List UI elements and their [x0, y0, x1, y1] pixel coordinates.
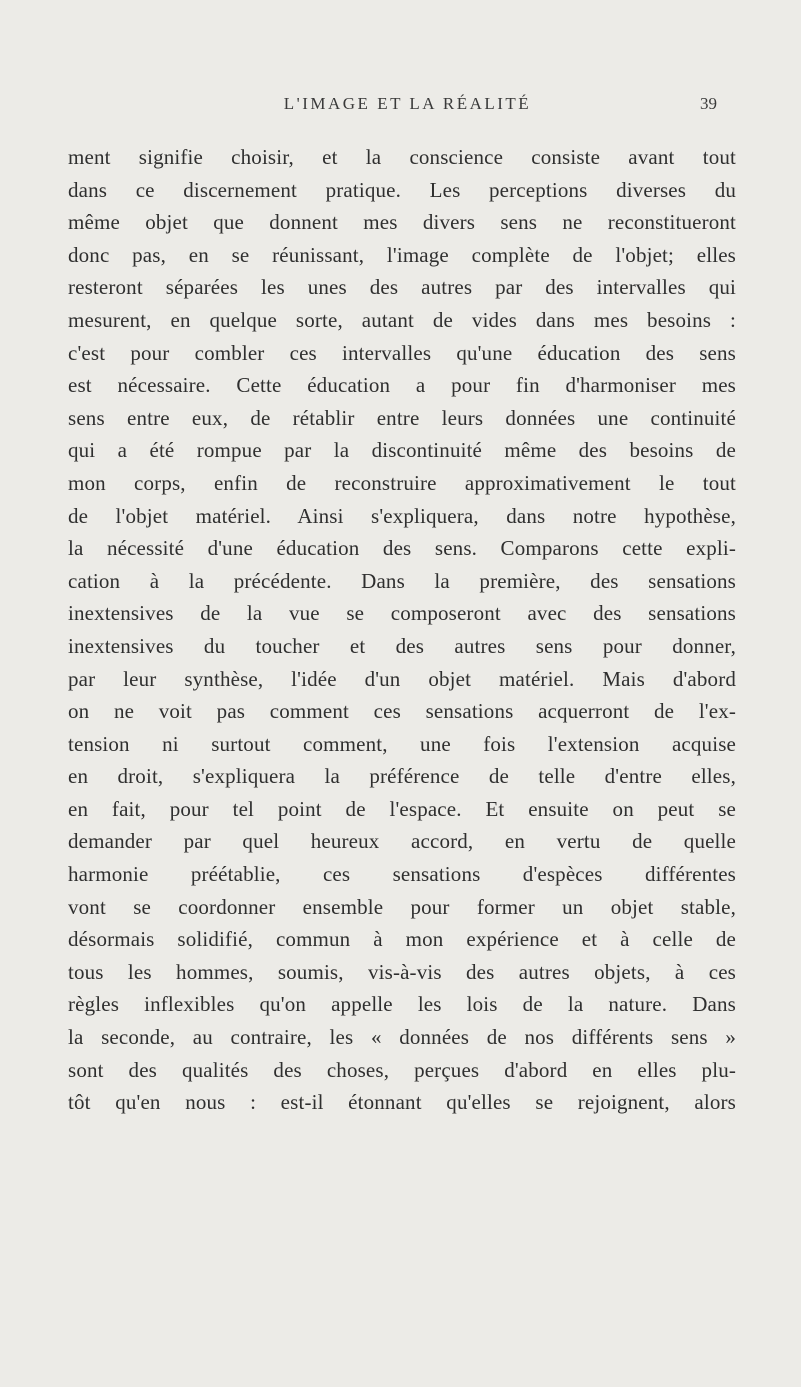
text-line: c'est pour combler ces intervalles qu'une éducation des sens	[68, 340, 736, 365]
text-line: règles inflexibles qu'on appelle les lois de la nature. Dans	[68, 992, 736, 1017]
text-line: de l'objet matériel. Ainsi s'expliquera, dans notre hypothèse,	[68, 503, 736, 528]
running-title: L'IMAGE ET LA RÉALITÉ	[283, 94, 532, 113]
text-line: en droit, s'expliquera la préférence de telle d'entre elles,	[68, 764, 736, 789]
text-line: en fait, pour tel point de l'espace. Et ensuite on peut se	[68, 796, 736, 821]
text-line: qui a été rompue par la discontinuité même des besoins de	[68, 438, 736, 463]
text-line: inextensives de la vue se composeront avec des sensations	[68, 601, 736, 626]
text-line: est nécessaire. Cette éducation a pour fin d'harmoniser mes	[68, 373, 736, 398]
body-text	[68, 141, 736, 1119]
text-line: tension ni surtout comment, une fois l'extension acquise	[68, 731, 736, 756]
text-line: donc pas, en se réunissant, l'image complète de l'objet; elles	[68, 242, 736, 267]
text-line: on ne voit pas comment ces sensations acquerront de l'ex-	[68, 699, 736, 724]
text-line: mon corps, enfin de reconstruire approximativement le tout	[68, 470, 736, 495]
text-line: vont se coordonner ensemble pour former un objet stable,	[68, 894, 736, 919]
text-line: la nécessité d'une éducation des sens. Comparons cette expli-	[68, 536, 736, 561]
text-line: tous les hommes, soumis, vis-à-vis des autres objets, à ces	[68, 959, 736, 984]
text-line: tôt qu'en nous : est-il étonnant qu'elles se rejoignent, alors	[68, 1090, 736, 1115]
text-line: dans ce discernement pratique. Les perceptions diverses du	[68, 177, 736, 202]
text-line: demander par quel heureux accord, en vertu de quelle	[68, 829, 736, 854]
text-line: par leur synthèse, l'idée d'un objet matériel. Mais d'abord	[68, 666, 736, 691]
text-line: inextensives du toucher et des autres sens pour donner,	[68, 633, 736, 658]
page-number: 39	[700, 94, 717, 113]
text-line: mesurent, en quelque sorte, autant de vides dans mes besoins :	[68, 307, 736, 332]
text-line: cation à la précédente. Dans la première, des sensations	[68, 568, 736, 593]
text-line: resteront séparées les unes des autres par des intervalles qui	[68, 275, 736, 300]
text-line: ment signifie choisir, et la conscience consiste avant tout	[68, 145, 736, 169]
text-line: sont des qualités des choses, perçues d'abord en elles plu-	[68, 1057, 736, 1082]
text-line: la seconde, au contraire, les « données de nos différents sens »	[68, 1025, 736, 1050]
text-line: harmonie préétablie, ces sensations d'espèces différentes	[68, 862, 736, 887]
text-line: désormais solidifié, commun à mon expérience et à celle de	[68, 927, 736, 952]
text-line: même objet que donnent mes divers sens ne reconstitueront	[68, 210, 736, 235]
text-line: sens entre eux, de rétablir entre leurs données une continuité	[68, 405, 736, 430]
